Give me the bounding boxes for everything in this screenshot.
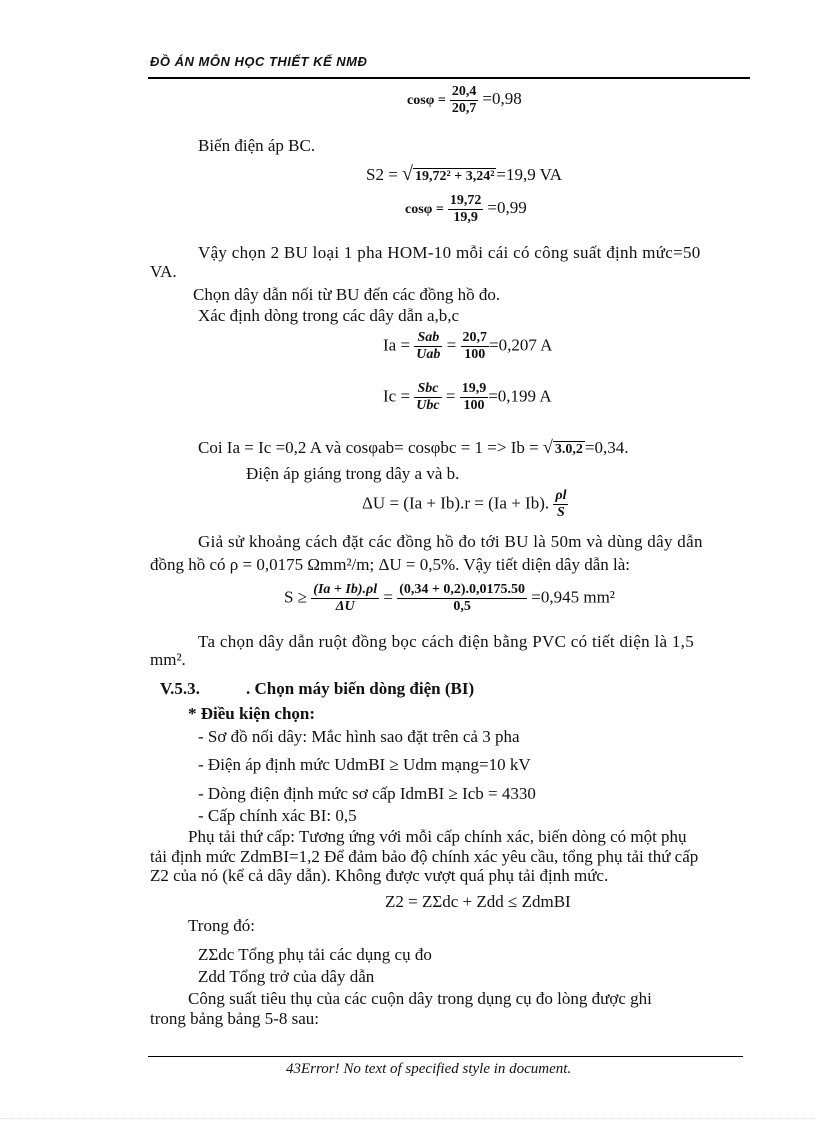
page-footer: 43Error! No text of specified style in document. [286, 1061, 572, 1077]
line-zdd: Zdd Tổng trở của dây dẫn [198, 967, 375, 986]
condition-4: - Cấp chính xác BI: 0,5 [198, 806, 357, 825]
para-assume-line1: Giả sử khoảng cách đặt các đồng hồ đo tới BU là 50m và dùng dây dẫn [198, 532, 703, 551]
condition-3: - Dòng điện định mức sơ cấp IdmBI ≥ Icb = 4330 [198, 784, 536, 803]
equation-cos-ab: cosφ = $\frac{20,4}{20,7}$ =0,98 [407, 84, 522, 116]
section-title: . Chọn máy biến dòng điện (BI) [246, 679, 475, 698]
para-choose-line1: Vậy chọn 2 BU loại 1 pha HOM-10 mỗi cái có công suất định mức=50 [198, 243, 701, 262]
line-wire: Chọn dây dẫn nối từ BU đến các đồng hồ đo. [193, 285, 501, 304]
para-load-line3: Z2 của nó (kể cả dây dẫn). Không được vượt quá phụ tải định mức. [150, 866, 609, 885]
line-where: Trong đó: [188, 916, 255, 935]
equation-z2: Z2 = ZΣdc + Zdd ≤ ZdmBI [385, 892, 571, 911]
line-voltage-drop: Điện áp giáng trong dây a và b. [246, 464, 460, 483]
footer-rule [148, 1056, 743, 1057]
para-copper-line2: mm². [150, 650, 186, 669]
condition-1: - Sơ đồ nối dây: Mắc hình sao đặt trên cả 3 pha [198, 727, 520, 746]
para-power-line1: Công suất tiêu thụ của các cuộn dây trong dụng cụ đo lòng được ghi [188, 989, 652, 1008]
para-power-line2: trong bảng bảng 5-8 sau: [150, 1009, 320, 1028]
line-current: Xác định dòng trong các dây dẫn a,b,c [198, 306, 460, 325]
section-number: V.5.3. [160, 679, 200, 698]
page-bottom-dotted-border [0, 1118, 816, 1119]
condition-2: - Điện áp định mức UdmBI ≥ Udm mạng=10 kV [198, 755, 531, 774]
para-load-line1: Phụ tải thứ cấp: Tương ứng với mỗi cấp chính xác, biến dòng có một phụ [188, 827, 687, 846]
equation-s2: S2 = √ 19,72² + 3,24² =19,9 VA [366, 163, 563, 185]
page-header-title: ĐỒ ÁN MÔN HỌC THIẾT KẾ NMĐ [150, 54, 368, 69]
conditions-title: * Điều kiện chọn: [188, 704, 316, 723]
equation-cross-section: S ≥ $\frac{(Ia + Ib).\rho l}{\Delta U}$ = $\frac{(0,34 + 0,2).0,0175.50}{0,5}$ =0,945 mm² [284, 582, 615, 614]
equation-ic: Ic = $\frac{\text{Sbc}}{\text{Ubc}}$ = $\frac{19,9}{100}$ =0,199 A [383, 381, 552, 413]
line-zsum: ZΣdc Tổng phụ tải các dụng cụ đo [198, 945, 432, 964]
line-bc: Biến điện áp BC. [198, 136, 316, 155]
equation-ia: Ia = $\frac{\text{Sab}}{\text{Uab}}$ = $\frac{20,7}{100}$ =0,207 A [383, 330, 553, 362]
para-load-line2: tải định mức ZdmBI=1,2 Để đảm bảo độ chính xác yêu cầu, tổng phụ tải thứ cấp [150, 847, 699, 866]
equation-delta-u: ΔU = (Ia + Ib).r = (Ia + Ib). $\frac{\rho l}{S}$ [362, 488, 567, 520]
header-rule [148, 77, 750, 79]
para-copper-line1: Ta chọn dây dẫn ruột đồng bọc cách điện bằng PVC có tiết diện là 1,5 [198, 632, 695, 651]
para-assume-line2: đồng hồ có ρ = 0,0175 Ωmm²/m; ΔU = 0,5%. Vậy tiết diện dây dẫn là: [150, 555, 631, 574]
para-choose-line2: VA. [150, 262, 177, 281]
equation-cos-bc: cosφ = $\frac{19,72}{19,9}$ =0,99 [405, 193, 527, 225]
line-coi: Coi Ia = Ic =0,2 A và cosφab= cosφbc = 1 => Ib = √ 3.0,2 =0,34. [198, 437, 629, 457]
